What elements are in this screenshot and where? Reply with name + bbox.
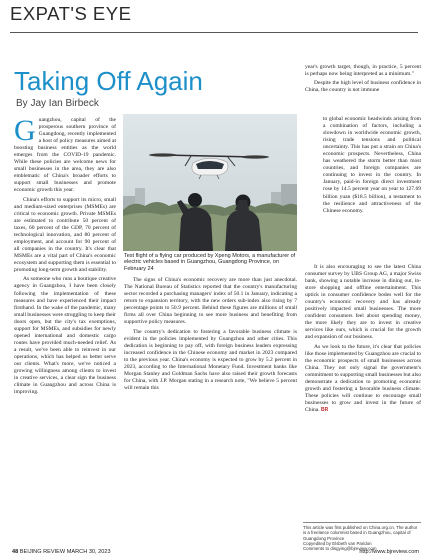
end-mark: BR — [321, 407, 329, 414]
notes-rule — [303, 522, 421, 523]
column-3-top — [305, 64, 421, 97]
section-header: EXPAT'S EYE — [10, 3, 132, 24]
paragraph: As someone who runs a boutique creative agency in Guangzhou, I have been closely following the implementation of these measures and have experienced their impact firsthand. In the wake of the pandemic, many small businesses were struggling to keep their doors open, but the city's tax exemptions, support for MSMEs, and subsidies for newly opened international and domestic cargo routes have provided much-needed relief. As a result, we've been able to reinvest in our operations, which has helped us better serve our clients. What's more, we've noticed a growing willingness among clients to invest in creative services, a clear sign the business climate in Guangzhou and across China is improving. — [14, 276, 116, 396]
copyeditor-note: Copyedited by Elsbeth van Paridon — [303, 540, 372, 546]
paragraph: As we look to the future, it's clear that policies like those implemented by Guangzhou are crucial to the economic prospects of small businesses across China. They not only signal the government's commitment to supporting small businesses but also demonstrate a dedication to promoting economic growth and fostering a favorable business climate. These policies will continue to encourage small businesses to grow and invest in the future of China. BR — [305, 343, 421, 414]
author-notes — [303, 525, 421, 551]
column-1 — [14, 114, 116, 398]
article-title: Taking Off Again — [14, 66, 203, 96]
paragraph: to global economic headwinds arising from a combination of factors, including a slowdown in worldwide economic growth, rising trade tensions and political uncertainty. This has put a strain on China's economic prospects. Nevertheless, China has weathered the storm better than most countries, and foreign companies are continuing to invest in the country. In January, paid-in foreign direct investment rose by 14.5 percent year on year to 127.69 billion yuan ($18.5 billion), a testament to the resilience and attractiveness of the Chinese economy. — [323, 116, 421, 214]
author-note: This article was first published on China.org.cn. The author is a freelance columnist based in Guangzhou, capital of Guangdong Province — [303, 525, 418, 541]
publication-name: BEIJING REVIEW — [19, 549, 66, 555]
photo-caption: Test flight of a flying car produced by Xpeng Motors, a manufacturer of electric vehicles based in Guangzhou, Guangdong Province, on February 24 — [124, 253, 296, 272]
byline: By Jay Ian Birbeck — [16, 98, 99, 109]
paragraph: China's efforts to support its micro, small and medium-sized enterprises (MSMEs) are critical to economic growth. Private MSMEs are estimated to contribute 50 percent of taxes, 60 percent of the GDP, 70 percent of technological innovation, and 80 percent of employment, and account for 90 percent of all companies in the country. It's clear that MSMEs are a vital part of China's economic ecosystem and supporting them is essential to promoting long-term growth and stability. — [14, 196, 116, 274]
article-photo — [123, 114, 297, 251]
flying-car-photo — [123, 114, 297, 251]
paragraph: It is also encouraging to see the latest China consumer survey by UBS Group AG, a major Swiss bank, showing a notable increase in dining out, in-store shopping and offline entertainment. This uptick in consumer confidence bodes well for the country's economic recovery and has already positively impacted small businesses. The more confident consumers feel about spending money, the more likely they are to invest in creative services like ours, which is crucial for the growth and expansion of our business. — [305, 264, 421, 341]
drop-cap: G — [14, 114, 36, 147]
column-3-bottom — [305, 264, 421, 416]
website-link[interactable]: http://www.bjreview.com — [359, 549, 419, 555]
paragraph: The country's dedication to fostering a favorable business climate is evident in the policies implemented by Guangzhou and other cities. This dedication is beginning to pay off, with foreign business leaders expressing increased confidence in the Chinese economy and market in 2023 compared to the previous year. China's economy is expected to grow by 5.2 percent in 2023, according to the International Monetary Fund. Investment banks like Morgan Stanley and Goldman Sachs have also raised their growth forecasts for China, with J.P. Morgan stating in a research note, "We believe 5 percent will remain this — [124, 328, 297, 391]
issue-date: MARCH 30, 2023 — [66, 549, 111, 555]
paragraph: year's growth target, though, in practice, 5 percent is perhaps now being interpreted as a minimum." — [305, 64, 421, 78]
column-2 — [124, 277, 297, 394]
page-number: 48 — [12, 549, 19, 555]
page-footer-left — [12, 549, 111, 555]
paragraph: Guangzhou, capital of the prosperous southern province of Guangdong, recently implemented a host of policy measures aimed at boosting business entities as the world emerges from the COVID-19 pandemic. While these policies are welcome news for small businesses in the area, they are also emblematic of China's broader efforts to support small businesses and promote economic growth this year. — [14, 114, 116, 194]
paragraph: Despite the high level of business confidence in China, the country is not immune — [305, 80, 421, 94]
column-3-side — [323, 116, 421, 217]
paragraph: The signs of China's economic recovery are more than just anecdotal. The National Bureau of Statistics reported that the country's manufacturing sector recorded a purchasing managers' index of 50.1 in January, indicating a return to expansion territory, with the new orders sub-index also rising by 7 percentage points to 50.9 percent. Behind these figures are millions of small firms all over China beginning to see more business and benefiting from supportive policy measures. — [124, 277, 297, 326]
header-rule — [10, 32, 418, 33]
comments-note: Comments to dingying@bjreview.com — [303, 546, 377, 552]
